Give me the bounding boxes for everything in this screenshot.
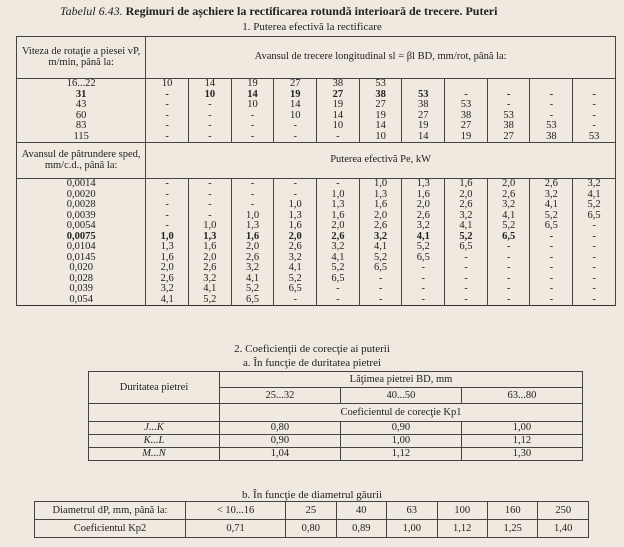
width-value: 63...80 [461,388,582,404]
feed-long-value: 14 [402,132,445,143]
kp1-value: 1,12 [340,448,461,461]
power-value: 4,1 [274,263,317,274]
power-value: 5,2 [188,295,231,306]
table-row [17,242,616,253]
table-row [17,132,616,143]
table-row [17,79,616,90]
power-value: - [487,284,530,295]
kp1-value: 1,04 [220,448,341,461]
power-value: - [530,263,573,274]
power-value: - [530,232,573,243]
power-value: - [573,232,616,243]
power-value: 1,6 [317,211,360,222]
coef-kp1-header: Coeficientul de corecţie Kp1 [220,404,583,422]
power-value: 5,2 [530,211,573,222]
power-value: 3,2 [231,263,274,274]
feed-long-value: 38 [317,79,360,90]
feed-long-value [573,79,616,90]
feed-long-value: 19 [402,121,445,132]
speed-value: 83 [17,121,146,132]
power-value: 1,0 [317,190,360,201]
power-value: 2,0 [274,232,317,243]
feed-long-value: 14 [274,100,317,111]
power-value: - [573,263,616,274]
power-value: 3,2 [573,179,616,190]
power-table [16,36,616,306]
table-row [17,90,616,101]
kp2-value: 0,80 [286,520,336,538]
feed-long-value: 53 [402,90,445,101]
feed-long-value [445,79,488,90]
feed-long-value: - [146,100,189,111]
power-value: - [146,200,189,211]
power-value: - [487,253,530,264]
power-value: 2,0 [445,190,488,201]
speed-value: 115 [17,132,146,143]
feed-long-value: - [530,111,573,122]
feed-long-value: 53 [359,79,402,90]
power-header: Puterea efectivă Pe, kW [146,143,616,179]
table-row [17,284,616,295]
feed-long-value: 14 [231,90,274,101]
power-value: 1,0 [146,232,189,243]
table-row [17,263,616,274]
power-value: 5,2 [402,242,445,253]
power-value: - [573,295,616,306]
feed-value: 0,0075 [17,232,146,243]
hardness-header: Duritatea pietrei [89,372,220,404]
kp1-value: 0,80 [220,422,341,435]
kp1-value: 1,30 [461,448,582,461]
power-value: 4,1 [188,284,231,295]
power-value: - [530,274,573,285]
power-value: 2,0 [231,242,274,253]
power-value: 1,6 [231,232,274,243]
diameter-value: 40 [336,502,386,520]
table-row [17,179,616,190]
kp1-value: 0,90 [220,435,341,448]
feed-long-value: 38 [402,100,445,111]
power-value: - [146,179,189,190]
long-feed-header: Avansul de trecere longitudinal sl = βl BD, mm/rot, până la: [146,37,616,79]
table-row [89,448,583,461]
feed-long-value: 14 [317,111,360,122]
feed-long-value: - [188,132,231,143]
power-value: 1,0 [231,211,274,222]
power-value: 2,6 [402,211,445,222]
power-value: - [359,295,402,306]
feed-long-value: 53 [487,111,530,122]
power-value: - [487,263,530,274]
power-value: - [530,253,573,264]
feed-long-value: - [146,111,189,122]
power-value: 4,1 [530,200,573,211]
feed-value: 0,0104 [17,242,146,253]
feed-long-value: 27 [317,90,360,101]
power-value: 4,1 [445,221,488,232]
power-value: 3,2 [487,200,530,211]
power-value: - [146,211,189,222]
power-value: - [573,253,616,264]
power-value: - [445,274,488,285]
power-value: - [359,274,402,285]
feed-value: 0,0145 [17,253,146,264]
power-value: - [573,242,616,253]
table-row [17,190,616,201]
hardness-table [88,371,583,461]
feed-long-value [530,79,573,90]
power-value: - [487,242,530,253]
power-value: 4,1 [487,211,530,222]
feed-long-value: - [188,121,231,132]
feed-long-value: 27 [445,121,488,132]
power-value: 1,6 [146,253,189,264]
power-value: 5,2 [231,284,274,295]
feed-long-value: - [445,90,488,101]
section-2b-heading: b. În funcţie de diametrul găurii [242,489,382,501]
power-value: 1,3 [359,190,402,201]
kp2-value: 1,25 [487,520,537,538]
power-value: 6,5 [359,263,402,274]
power-value: - [146,221,189,232]
feed-value: 0,020 [17,263,146,274]
feed-long-value: 19 [274,90,317,101]
power-value: - [445,295,488,306]
feed-long-value: 19 [359,111,402,122]
power-value: - [188,200,231,211]
power-value: 4,1 [359,242,402,253]
power-value: - [487,295,530,306]
feed-long-value: 27 [359,100,402,111]
power-value: 6,5 [487,232,530,243]
feed-long-value: - [146,90,189,101]
diameter-table [34,501,589,538]
diameter-value: 250 [538,502,589,520]
power-value: - [530,295,573,306]
power-value: 2,6 [487,190,530,201]
power-value: 6,5 [231,295,274,306]
table-row [17,221,616,232]
feed-long-value [402,79,445,90]
hardness-value: K...L [89,435,220,448]
kp1-value: 1,00 [461,422,582,435]
section-1-heading: 1. Puterea efectivă la rectificare [242,21,382,33]
kp2-value: 1,00 [387,520,437,538]
table-row [17,211,616,222]
power-value: 1,0 [274,200,317,211]
feed-long-value: 38 [359,90,402,101]
power-value: - [231,190,274,201]
feed-long-value: - [146,121,189,132]
table-row [17,111,616,122]
power-value: 6,5 [274,284,317,295]
kp1-value: 0,90 [340,422,461,435]
feed-long-value: - [573,111,616,122]
power-value: - [317,295,360,306]
hardness-blank [89,404,220,422]
power-value: 2,6 [317,232,360,243]
feed-long-value: 10 [146,79,189,90]
power-value: - [402,295,445,306]
power-value: 2,0 [402,200,445,211]
power-value: 3,2 [317,242,360,253]
power-value: 6,5 [530,221,573,232]
feed-long-value: 38 [445,111,488,122]
power-value: 1,3 [146,242,189,253]
feed-long-value: 27 [402,111,445,122]
feed-long-value: - [573,100,616,111]
power-value: - [317,179,360,190]
power-value: - [573,274,616,285]
table-row [17,200,616,211]
power-value: 1,0 [188,221,231,232]
section-2a-heading: a. În funcţie de duritatea pietrei [242,357,382,369]
power-value: - [274,190,317,201]
power-value: 3,2 [402,221,445,232]
power-value: 5,2 [359,253,402,264]
hardness-value: J...K [89,422,220,435]
feed-value: 0,0054 [17,221,146,232]
power-value: - [445,284,488,295]
power-value: 5,2 [573,200,616,211]
feed-long-value: - [231,111,274,122]
power-value: 1,6 [188,242,231,253]
feed-long-value: 14 [188,79,231,90]
power-value: - [146,190,189,201]
feed-long-value: 38 [487,121,530,132]
feed-rows [17,179,616,306]
feed-long-value: 10 [231,100,274,111]
feed-long-value: 10 [274,111,317,122]
feed-value: 0,0028 [17,200,146,211]
power-value: - [573,221,616,232]
feed-long-value: 19 [317,100,360,111]
power-value: - [487,274,530,285]
feed-long-value: - [274,132,317,143]
power-value: 2,6 [274,242,317,253]
power-value: 6,5 [317,274,360,285]
power-value: 3,2 [274,253,317,264]
diameter-value: < 10...16 [186,502,286,520]
feed-long-value: - [530,90,573,101]
power-value: 6,5 [445,242,488,253]
kp1-value: 1,12 [461,435,582,448]
table-row [17,253,616,264]
feed-long-value: - [231,121,274,132]
power-value: 5,2 [274,274,317,285]
feed-long-value: 27 [274,79,317,90]
table-row [17,274,616,285]
power-value: 4,1 [317,253,360,264]
power-value: 2,6 [445,200,488,211]
power-value: 3,2 [188,274,231,285]
feed-value: 0,0020 [17,190,146,201]
feed-value: 0,028 [17,274,146,285]
feed-long-value: 10 [317,121,360,132]
feed-value: 0,039 [17,284,146,295]
kp2-value: 0,89 [336,520,386,538]
power-value: - [188,190,231,201]
power-value: 2,6 [146,274,189,285]
power-value: 1,6 [274,221,317,232]
power-value: - [231,200,274,211]
kp2-value: 1,12 [437,520,487,538]
feed-long-value: - [274,121,317,132]
diameter-value: 160 [487,502,537,520]
power-value: 5,2 [445,232,488,243]
power-value: 2,6 [231,253,274,264]
table-row [17,121,616,132]
power-value: - [188,179,231,190]
diameter-value: 100 [437,502,487,520]
power-value: - [445,253,488,264]
power-value: 5,2 [487,221,530,232]
power-value: - [402,274,445,285]
power-value: 2,0 [359,211,402,222]
feed-long-value: 19 [445,132,488,143]
power-value: - [402,284,445,295]
table-caption: Regimuri de așchiere la rectificarea rotundă interioară de trecere. Puteri [125,4,498,18]
feed-long-value: - [317,132,360,143]
power-value: 2,6 [530,179,573,190]
feed-long-value: 19 [231,79,274,90]
speed-value: 43 [17,100,146,111]
feed-long-value: 10 [188,90,231,101]
power-value: 5,2 [317,263,360,274]
power-value: 2,6 [188,263,231,274]
feed-value: 0,0039 [17,211,146,222]
speed-rows [17,79,616,143]
speed-header: Viteza de rotaţie a piesei vP, m/min, până la: [17,37,146,79]
kp1-value: 1,00 [340,435,461,448]
feed-long-value: - [573,90,616,101]
feed-value: 0,0014 [17,179,146,190]
table-title [60,4,620,19]
power-value: - [188,211,231,222]
diameter-label: Diametrul dP, mm, până la: [35,502,186,520]
feed-long-value: 38 [530,132,573,143]
power-value: - [530,284,573,295]
power-value: - [231,179,274,190]
table-row [89,435,583,448]
power-value: - [402,263,445,274]
speed-value: 60 [17,111,146,122]
coef-kp2-label: Coeficientul Kp2 [35,520,186,538]
diameter-value: 63 [387,502,437,520]
power-value: 1,3 [402,179,445,190]
feed-long-value: - [146,132,189,143]
feed-long-value: 27 [487,132,530,143]
power-value: 3,2 [146,284,189,295]
kp2-value: 1,40 [538,520,589,538]
feed-value: 0,054 [17,295,146,306]
kp2-value: 0,71 [186,520,286,538]
feed-long-value: 53 [445,100,488,111]
feed-long-value: - [231,132,274,143]
power-value: 2,0 [487,179,530,190]
power-value: 2,0 [146,263,189,274]
table-row [89,422,583,435]
power-value: - [317,284,360,295]
power-value: 1,0 [359,179,402,190]
feed-header: Avansul de pătrundere sped, mm/c.d., până la: [17,143,146,179]
feed-long-value: - [188,100,231,111]
feed-long-value: - [487,90,530,101]
power-value: 4,1 [231,274,274,285]
power-value: 4,1 [146,295,189,306]
table-number: Tabelul 6.43. [60,4,123,18]
width-value: 40...50 [340,388,461,404]
table-row [17,100,616,111]
power-value: 1,3 [317,200,360,211]
power-value: 3,2 [445,211,488,222]
power-value: - [445,263,488,274]
power-value: 1,3 [274,211,317,222]
feed-long-value: - [487,100,530,111]
power-value: 4,1 [573,190,616,201]
speed-value: 31 [17,90,146,101]
power-value: - [274,295,317,306]
speed-value: 16...22 [17,79,146,90]
feed-long-value: - [530,100,573,111]
table-row [17,232,616,243]
power-value: - [573,284,616,295]
feed-long-value [487,79,530,90]
power-value: 6,5 [573,211,616,222]
power-value: 2,0 [188,253,231,264]
feed-long-value: 53 [573,132,616,143]
power-value: 3,2 [530,190,573,201]
feed-long-value: 14 [359,121,402,132]
power-value: 2,0 [317,221,360,232]
power-value: 4,1 [402,232,445,243]
table-row [17,295,616,306]
feed-long-value: - [188,111,231,122]
power-value: 1,6 [359,200,402,211]
power-value: - [359,284,402,295]
width-header: Lăţimea pietrei BD, mm [220,372,583,388]
width-value: 25...32 [220,388,341,404]
feed-long-value: 10 [359,132,402,143]
feed-long-value: - [573,121,616,132]
power-value: 2,6 [359,221,402,232]
section-2-heading: 2. Coeficienţii de corecţie ai puterii [234,343,390,355]
diameter-value: 25 [286,502,336,520]
power-value: 1,3 [188,232,231,243]
power-value: - [274,179,317,190]
power-value: 1,6 [445,179,488,190]
power-value: 1,3 [231,221,274,232]
power-value: 6,5 [402,253,445,264]
feed-long-value: 53 [530,121,573,132]
power-value: - [530,242,573,253]
power-value: 3,2 [359,232,402,243]
hardness-value: M...N [89,448,220,461]
power-value: 1,6 [402,190,445,201]
